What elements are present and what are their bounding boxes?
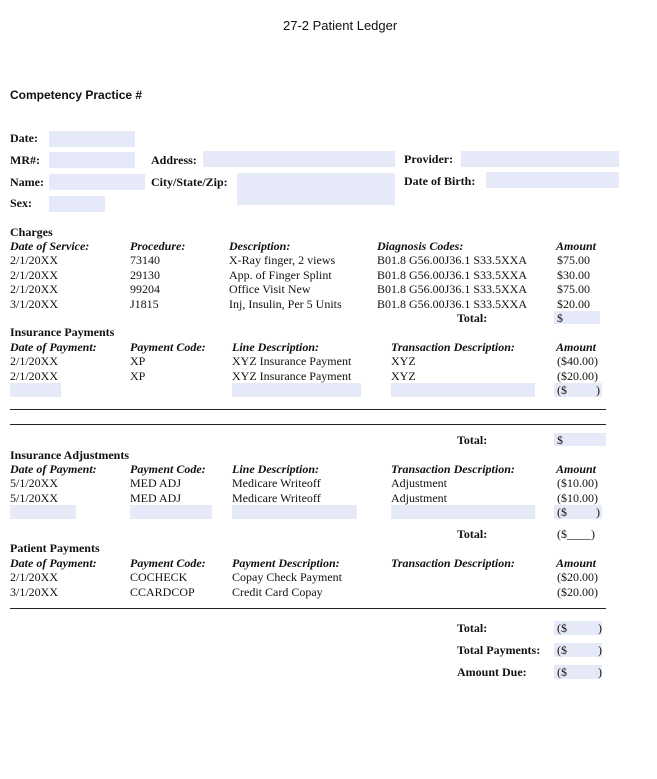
- total-payments-right: ): [598, 643, 602, 657]
- competency-label: Competency Practice #: [10, 88, 143, 102]
- dob-label: Date of Birth:: [404, 174, 476, 188]
- summary-total-left: ($: [557, 621, 567, 635]
- ins-pay-amount-right: ): [596, 383, 600, 397]
- ins-adj-code-blank[interactable]: [130, 505, 212, 519]
- charge-procedure: 29130: [130, 267, 160, 282]
- summary-total-right: ): [598, 621, 602, 635]
- date-label: Date:: [10, 131, 38, 145]
- amount-due-label: Amount Due:: [457, 665, 527, 679]
- divider-line: [10, 409, 606, 410]
- charges-description-header: Description:: [229, 239, 291, 253]
- ins-pay-amount-left: ($: [557, 383, 567, 397]
- pat-pay-description: Copay Check Payment: [232, 570, 342, 584]
- pat-pay-description: Credit Card Copay: [232, 584, 323, 599]
- ins-pay-line-blank[interactable]: [232, 383, 361, 397]
- charge-date: 2/1/20XX: [10, 253, 58, 267]
- ins-pay-amount: ($20.00): [557, 368, 598, 383]
- ins-adj-transaction-header: Transaction Description:: [391, 462, 515, 476]
- ins-pay-date: 2/1/20XX: [10, 354, 58, 368]
- divider-line: [10, 608, 606, 609]
- sex-field[interactable]: [49, 196, 105, 212]
- dob-field[interactable]: [486, 172, 619, 188]
- charge-description: X-Ray finger, 2 views: [229, 253, 336, 267]
- provider-field[interactable]: [461, 151, 619, 167]
- ins-pay-date: 2/1/20XX: [10, 368, 58, 383]
- pat-pay-amount-header: Amount: [556, 556, 597, 570]
- date-field[interactable]: [49, 131, 135, 147]
- charge-date: 3/1/20XX: [10, 296, 58, 311]
- charge-diagnosis: B01.8 G56.00J36.1 S33.5XXA: [377, 296, 528, 311]
- ins-adj-amount: ($10.00): [557, 490, 598, 505]
- pat-pay-amount: ($20.00): [557, 584, 598, 599]
- charges-date-header: Date of Service:: [10, 239, 90, 253]
- ins-adj-date-header: Date of Payment:: [10, 462, 97, 476]
- pat-pay-amount: ($20.00): [557, 570, 598, 584]
- ins-pay-code-header: Payment Code:: [130, 340, 206, 354]
- ins-adj-line-header: Line Description:: [232, 462, 319, 476]
- page-title: 27-2 Patient Ledger: [283, 18, 398, 33]
- ins-adj-total-value: ($____): [557, 527, 595, 541]
- pat-pay-date: 2/1/20XX: [10, 570, 58, 584]
- total-payments-label: Total Payments:: [457, 643, 541, 657]
- sex-label: Sex:: [10, 196, 32, 210]
- summary-total-label: Total:: [457, 621, 488, 635]
- charge-diagnosis: B01.8 G56.00J36.1 S33.5XXA: [377, 253, 528, 267]
- charge-date: 2/1/20XX: [10, 267, 58, 282]
- pat-pay-date-header: Date of Payment:: [10, 556, 97, 570]
- amount-due-left: ($: [557, 665, 567, 679]
- ins-pay-code: XP: [130, 354, 146, 368]
- charge-description: Inj, Insulin, Per 5 Units: [229, 296, 342, 311]
- ins-pay-amount: ($40.00): [557, 354, 598, 368]
- ins-adj-amount: ($10.00): [557, 476, 598, 490]
- provider-label: Provider:: [404, 152, 454, 166]
- charge-procedure: 73140: [130, 253, 160, 267]
- city-field[interactable]: [237, 173, 395, 205]
- ins-adj-transaction: Adjustment: [391, 476, 447, 490]
- charge-date: 2/1/20XX: [10, 282, 58, 296]
- ins-pay-code: XP: [130, 368, 146, 383]
- ins-adj-transaction: Adjustment: [391, 490, 447, 505]
- ins-adj-amount-left: ($: [557, 505, 567, 519]
- ins-adj-line: Medicare Writeoff: [232, 476, 321, 490]
- charge-amount: $30.00: [557, 267, 590, 282]
- ins-pay-transaction-blank[interactable]: [391, 383, 535, 397]
- pat-pay-transaction-header: Transaction Description:: [391, 556, 515, 570]
- ins-adj-total-label: Total:: [457, 527, 488, 541]
- address-field[interactable]: [203, 151, 395, 167]
- total-payments-left: ($: [557, 643, 567, 657]
- mr-field[interactable]: [49, 152, 135, 168]
- ins-adj-line: Medicare Writeoff: [232, 490, 321, 505]
- mr-label: MR#:: [10, 153, 40, 167]
- charge-diagnosis: B01.8 G56.00J36.1 S33.5XXA: [377, 282, 528, 296]
- ins-adj-line-blank[interactable]: [232, 505, 357, 519]
- patient-payments-title: Patient Payments: [10, 541, 100, 555]
- ins-adj-transaction-blank[interactable]: [391, 505, 535, 519]
- charges-total-value: $: [557, 311, 563, 325]
- charges-amount-header: Amount: [556, 239, 597, 253]
- charge-amount: $75.00: [557, 253, 590, 267]
- ins-adj-date: 5/1/20XX: [10, 476, 58, 490]
- charge-procedure: J1815: [130, 296, 159, 311]
- insurance-adjustments-title: Insurance Adjustments: [10, 448, 130, 462]
- charges-total-label: Total:: [457, 311, 488, 325]
- address-label: Address:: [151, 153, 197, 167]
- ins-pay-transaction-header: Transaction Description:: [391, 340, 515, 354]
- pat-pay-code: CCARDCOP: [130, 584, 195, 599]
- pat-pay-code-header: Payment Code:: [130, 556, 206, 570]
- charges-diagnosis-header: Diagnosis Codes:: [377, 239, 464, 253]
- charge-amount: $75.00: [557, 282, 590, 296]
- ins-pay-transaction: XYZ: [391, 368, 416, 383]
- ins-pay-total-label: Total:: [457, 433, 488, 447]
- city-label: City/State/Zip:: [151, 175, 228, 189]
- pat-pay-date: 3/1/20XX: [10, 584, 58, 599]
- divider-line: [10, 424, 606, 425]
- charge-description: App. of Finger Splint: [229, 267, 332, 282]
- charge-diagnosis: B01.8 G56.00J36.1 S33.5XXA: [377, 267, 528, 282]
- charges-title: Charges: [10, 225, 53, 239]
- ins-pay-transaction: XYZ: [391, 354, 416, 368]
- ins-adj-date-blank[interactable]: [10, 505, 76, 519]
- insurance-payments-title: Insurance Payments: [10, 325, 115, 339]
- ins-pay-amount-header: Amount: [556, 340, 597, 354]
- ins-pay-line: XYZ Insurance Payment: [232, 368, 352, 383]
- ins-adj-code: MED ADJ: [130, 490, 182, 505]
- pat-pay-code: COCHECK: [130, 570, 188, 584]
- ins-pay-line-header: Line Description:: [232, 340, 319, 354]
- ins-adj-code-header: Payment Code:: [130, 462, 206, 476]
- charges-procedure-header: Procedure:: [130, 239, 186, 253]
- ins-adj-code: MED ADJ: [130, 476, 182, 490]
- charge-amount: $20.00: [557, 296, 590, 311]
- name-label: Name:: [10, 175, 44, 189]
- ins-adj-date: 5/1/20XX: [10, 490, 58, 505]
- amount-due-right: ): [598, 665, 602, 679]
- ins-adj-amount-header: Amount: [556, 462, 597, 476]
- ins-adj-amount-right: ): [596, 505, 600, 519]
- ins-pay-total-value: $: [557, 433, 563, 447]
- ins-pay-date-blank[interactable]: [10, 383, 61, 397]
- charge-procedure: 99204: [130, 282, 160, 296]
- ins-pay-line: XYZ Insurance Payment: [232, 354, 352, 368]
- pat-pay-description-header: Payment Description:: [232, 556, 340, 570]
- name-field[interactable]: [49, 174, 145, 190]
- charge-description: Office Visit New: [229, 282, 311, 296]
- ins-pay-date-header: Date of Payment:: [10, 340, 97, 354]
